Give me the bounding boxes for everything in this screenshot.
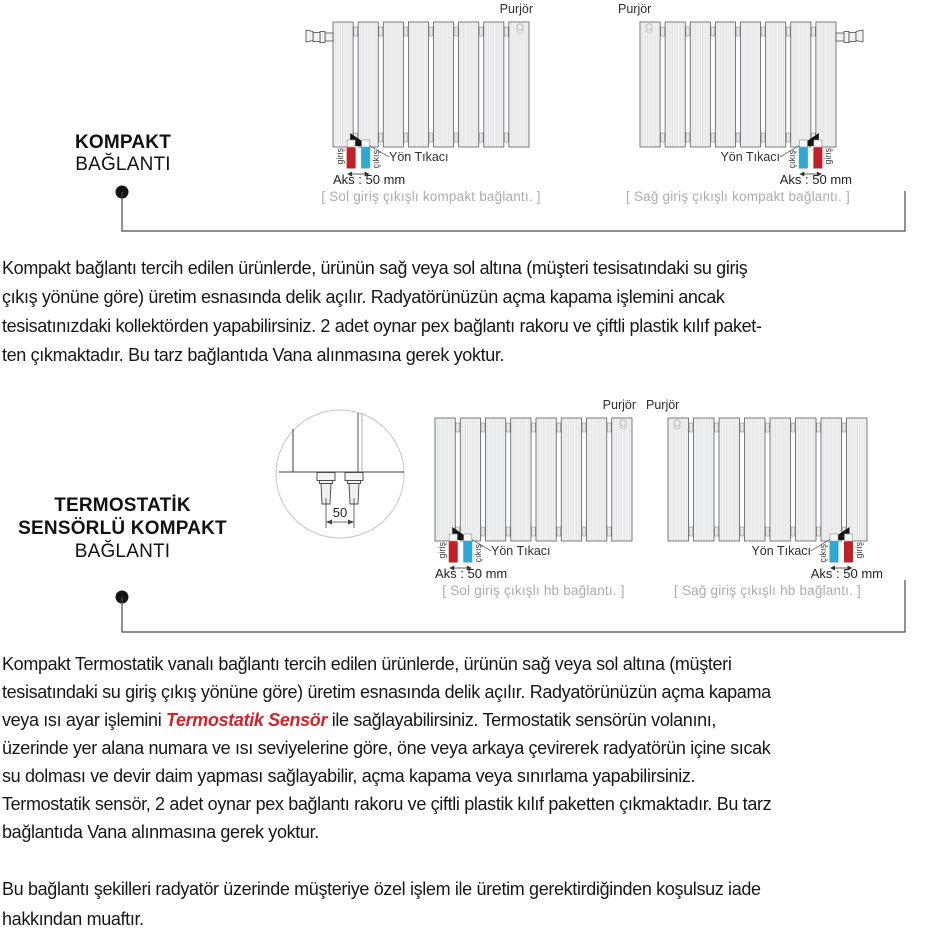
diagram-caption: [ Sol giriş çıkışlı hb bağlantı. ] <box>442 583 625 598</box>
aks-dimension-label: Aks : 50 mm <box>779 172 852 187</box>
paragraph-line-with-highlight <box>2 706 926 734</box>
purjor-label: Purjör <box>602 398 636 412</box>
cikis-label: çıkış <box>818 544 828 563</box>
section-title-kompakt <box>28 132 218 176</box>
radiator-diagram-kompakt-right <box>618 2 852 204</box>
paragraph-line: ten çıkmaktadır. Bu tarz bağlantıda Vana alınmasına gerek yoktur. <box>2 345 505 365</box>
cikis-label: çıkış <box>473 544 483 563</box>
section-title-line: BAĞLANTI <box>74 541 171 562</box>
paragraph-line: tesisatındaki su giriş çıkış yönüne göre) üretim esnasında delik açılır. Radyatörünüzün açma kapama <box>2 682 771 702</box>
radiator-diagram-kompakt-left <box>321 2 541 204</box>
paragraph-line: Kompakt Termostatik vanalı bağlantı tercih edilen ürünlerde, ürünün sağ veya sol altına (müşteri <box>2 654 732 674</box>
giris-label: giriş <box>437 542 447 559</box>
paragraph-termostatik <box>2 650 926 846</box>
paragraph-iade-notu <box>2 874 926 934</box>
diagram-caption: [ Sol giriş çıkışlı kompakt bağlantı. ] <box>321 189 541 204</box>
connection-detail-circle <box>273 408 407 548</box>
detail-dimension-label: 50 <box>332 505 348 520</box>
paragraph-kompakt <box>2 254 926 370</box>
purjor-label: Purjör <box>646 398 680 412</box>
highlight-suffix: ile sağlayabilirsiniz. Termostatik sensörün volanını, <box>327 710 717 730</box>
paragraph-line: çıkış yönüne göre) üretim esnasında delik açılır. Radyatörünüzün açma kapama işlemini ancak <box>2 287 725 307</box>
yon-tikaci-label: Yön Tıkacı <box>491 544 551 558</box>
giris-label: giriş <box>335 148 345 165</box>
radiator-drawing <box>668 418 867 541</box>
radiator-drawing <box>435 418 632 541</box>
paragraph-line: Termostatik sensör, 2 adet oynar pex bağlantı rakoru ve çiftli plastik kılıf paketten çıkmaktadır. Bu tarz <box>2 794 772 814</box>
section-title-line: BAĞLANTI <box>75 154 171 175</box>
giris-label: giriş <box>854 542 864 559</box>
termostatik-sensor-highlight: Termostatik Sensör <box>166 710 328 730</box>
paragraph-line: Bu bağlantı şekilleri radyatör üzerinde müşteriye özel işlem ile üretim gerektirdiğinden koşulsuz iade <box>2 879 761 899</box>
yon-tikaci-label: Yön Tıkacı <box>751 544 811 558</box>
aks-dimension-label: Aks : 50 mm <box>810 566 883 581</box>
diagram-caption: [ Sağ giriş çıkışlı kompakt bağlantı. ] <box>626 189 850 204</box>
cikis-label: çıkış <box>371 150 381 169</box>
radiator-drawing <box>640 22 836 147</box>
cikis-label: çıkış <box>787 150 797 169</box>
paragraph-line: tesisatınızdaki kollektörden yapabilirsiniz. 2 adet oynar pex bağlantı rakoru ve çiftli plastik kılıf paket- <box>2 316 762 336</box>
section-title-line: SENSÖRLÜ KOMPAKT <box>18 518 227 539</box>
radiator-drawing <box>333 22 529 147</box>
paragraph-line: bağlantıda Vana alınmasına gerek yoktur. <box>2 822 319 842</box>
yon-tikaci-label: Yön Tıkacı <box>389 150 449 164</box>
radiator-diagram-hb-right <box>646 398 883 598</box>
aks-dimension-label: Aks : 50 mm <box>333 172 406 187</box>
paragraph-line: üzerinde yer alana numara ve ısı seviyelerine göre, öne veya arkaya çevirerek radyatörün içine sıcak <box>2 738 771 758</box>
radiator-diagram-hb-left <box>435 398 636 598</box>
yon-tikaci-label: Yön Tıkacı <box>720 150 780 164</box>
purjor-label: Purjör <box>618 2 652 16</box>
section-title-line: KOMPAKT <box>74 132 172 153</box>
diagram-caption: [ Sağ giriş çıkışlı hb bağlantı. ] <box>674 583 861 598</box>
paragraph-line: su dolması ve devir daim yapması sağlayabilir, açma kapama veya sınırlama yapabilirsiniz. <box>2 766 696 786</box>
paragraph-line: Kompakt bağlantı tercih edilen ürünlerde, ürünün sağ veya sol altına (müşteri tesisatındaki su giriş <box>2 258 748 278</box>
giris-label: giriş <box>823 148 833 165</box>
section-title-termostatik <box>10 494 235 563</box>
section-title-line: TERMOSTATİK <box>54 495 191 516</box>
purjor-label: Purjör <box>499 2 533 16</box>
paragraph-line: hakkından muaftır. <box>2 909 144 929</box>
aks-dimension-label: Aks : 50 mm <box>435 566 508 581</box>
highlight-prefix: veya ısı ayar işlemini <box>2 710 167 730</box>
